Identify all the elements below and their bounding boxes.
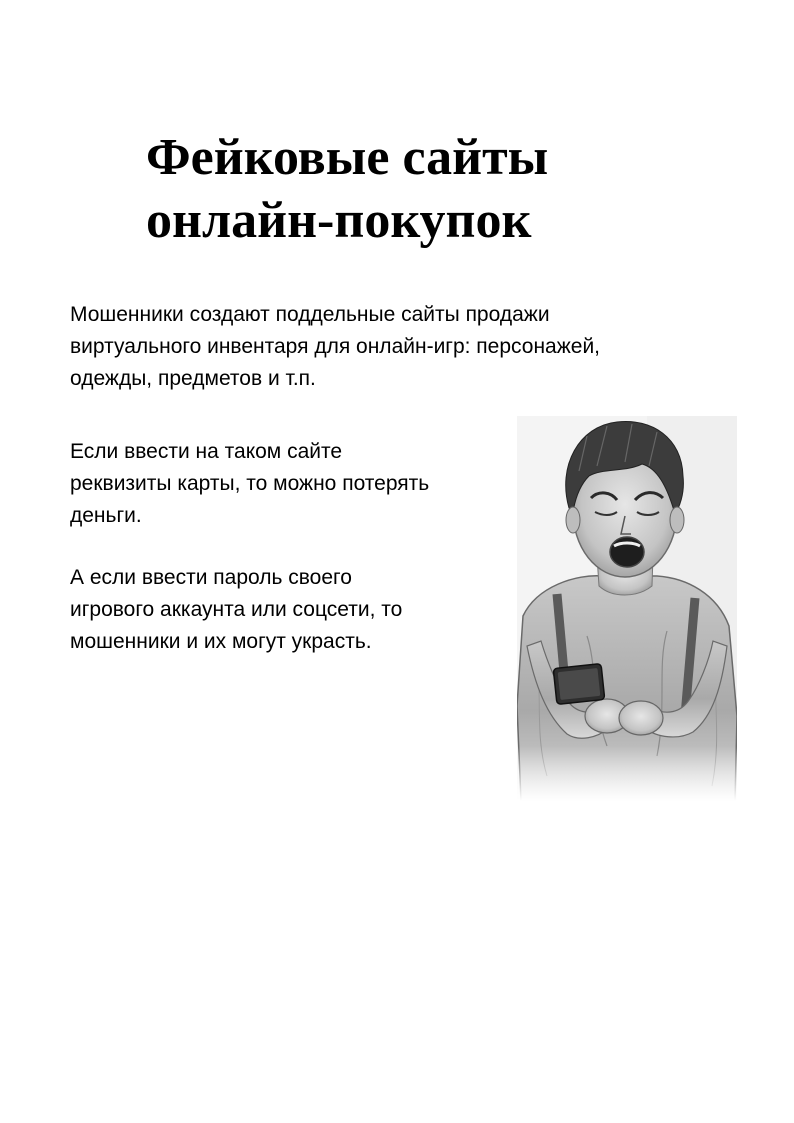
paragraph-line: реквизиты карты, то можно потерять — [70, 472, 430, 495]
crying-boy-with-phone-illustration — [517, 416, 737, 801]
page-title — [146, 126, 746, 252]
title-line-2: онлайн-покупок — [146, 192, 532, 249]
paragraph-line: одежды, предметов и т.п. — [70, 367, 316, 390]
paragraph-line: игрового аккаунта или соцсети, то — [70, 598, 403, 621]
paragraph-line: Мошенники создают поддельные сайты продажи — [70, 303, 550, 326]
title-line-1: Фейковые сайты — [146, 129, 549, 186]
paragraph-line: виртуального инвентаря для онлайн-игр: персонажей, — [70, 335, 601, 358]
paragraph-line: мошенники и их могут украсть. — [70, 630, 372, 653]
paragraph-line: деньги. — [70, 504, 142, 527]
paragraph-line: Если ввести на таком сайте — [70, 440, 343, 463]
paragraph-card-details — [70, 436, 429, 532]
paragraph-intro — [70, 299, 600, 395]
paragraph-password — [70, 562, 402, 658]
right-hand — [619, 701, 663, 735]
paragraph-line: А если ввести пароль своего — [70, 566, 352, 589]
